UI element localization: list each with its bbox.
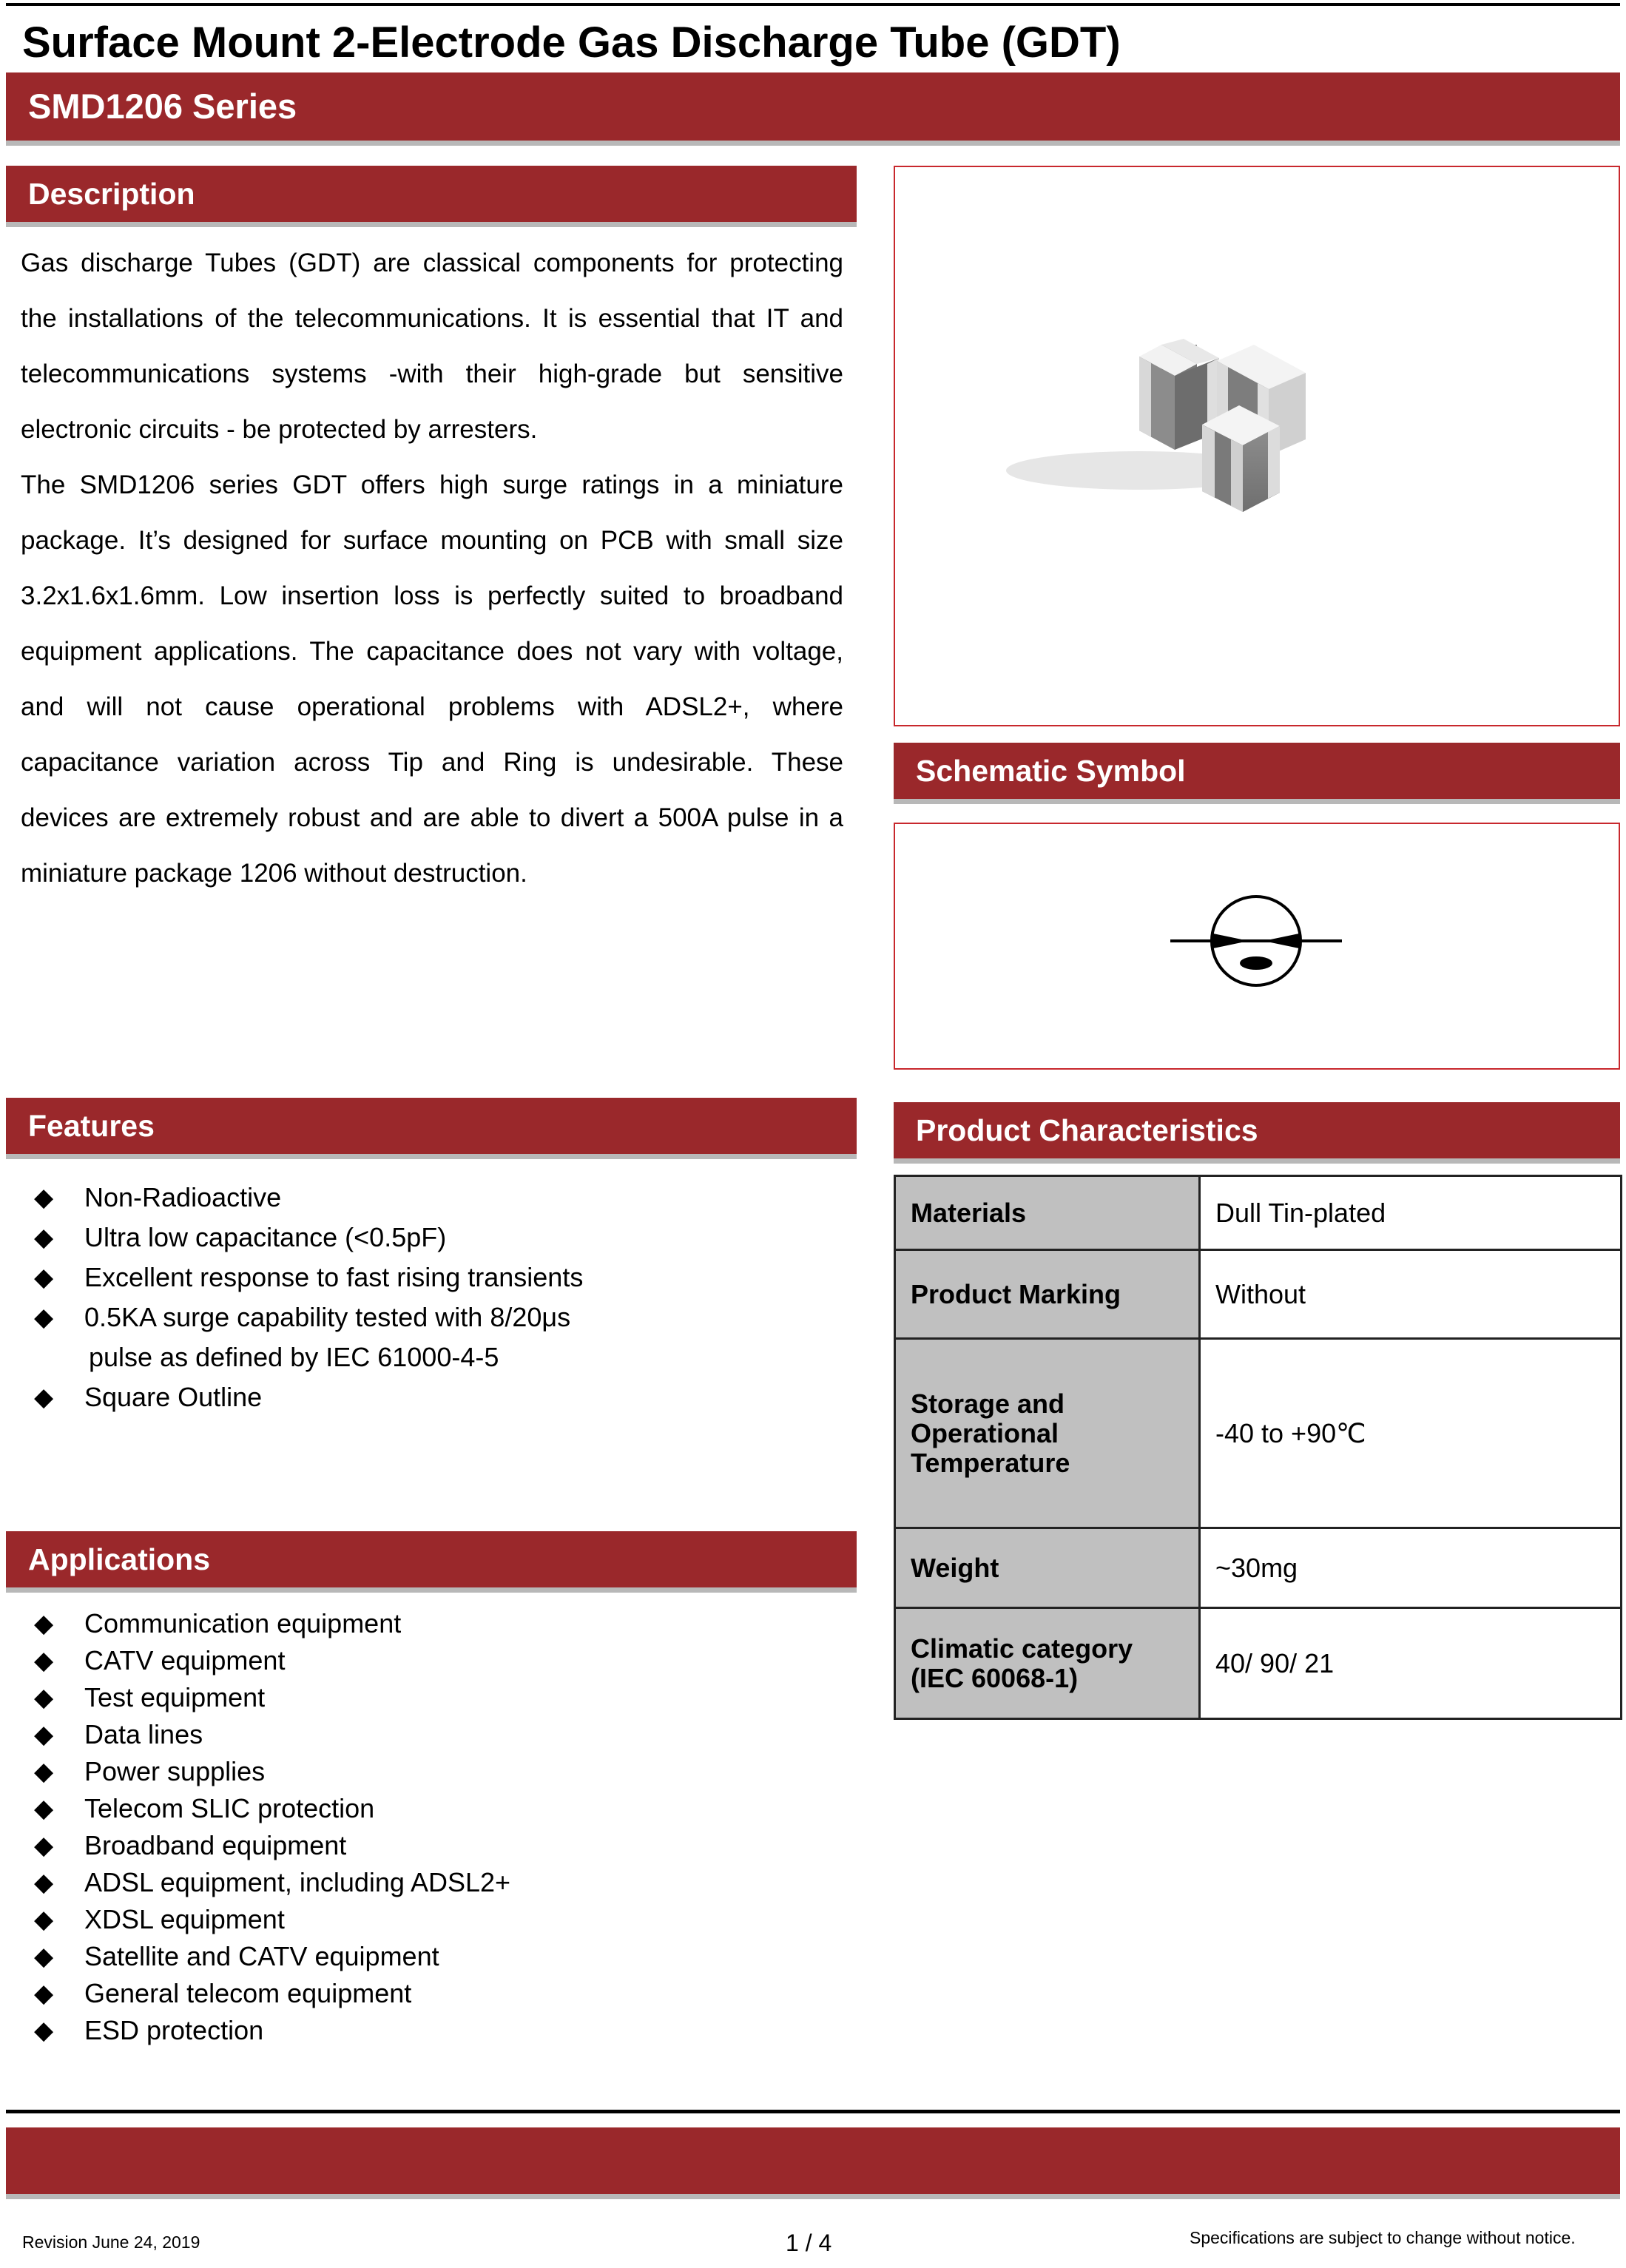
list-item-continuation: pulse as defined by IEC 61000-4-5 [89,1342,499,1372]
diamond-bullet-icon: ◆ [34,1795,54,1823]
table-cell-value: Without [1200,1250,1622,1339]
description-heading: Description [6,166,857,222]
series-banner: SMD1206 Series [6,72,1620,141]
gdt-schematic-symbol [895,824,1619,1068]
diamond-bullet-icon: ◆ [34,1832,54,1860]
diamond-bullet-icon: ◆ [34,1224,54,1252]
applications-list [19,1605,848,2049]
list-item: ◆ CATV equipment [19,1642,848,1679]
top-rule [6,3,1620,6]
features-heading: Features [6,1098,857,1154]
schematic-box [894,823,1620,1070]
table-cell-label: Climatic category (IEC 60068-1) [895,1608,1200,1719]
diamond-bullet-icon: ◆ [34,1383,54,1411]
diamond-bullet-icon: ◆ [34,1184,54,1212]
list-item: ◆ General telecom equipment [19,1975,848,2012]
table-cell-label: Materials [895,1176,1200,1250]
diamond-bullet-icon: ◆ [34,1647,54,1675]
list-item: ◆ 0.5KA surge capability tested with 8/20μs [19,1297,848,1337]
applications-heading: Applications [6,1531,857,1587]
table-row [895,1339,1622,1528]
table-cell-label: Product Marking [895,1250,1200,1339]
list-item: ◆ Communication equipment [19,1605,848,1642]
table-cell-value: Dull Tin-plated [1200,1176,1622,1250]
list-item: ◆ ADSL equipment, including ADSL2+ [19,1864,848,1901]
footer-rule [6,2110,1620,2113]
list-item: ◆ Power supplies [19,1753,848,1790]
table-cell-value: 40/ 90/ 21 [1200,1608,1622,1719]
table-row [895,1528,1622,1608]
list-item: ◆ Data lines [19,1716,848,1753]
diamond-bullet-icon: ◆ [34,1869,54,1897]
page-title: Surface Mount 2-Electrode Gas Discharge Tube (GDT) [22,18,1121,67]
diamond-bullet-icon: ◆ [34,1906,54,1934]
list-item: ◆ Broadband equipment [19,1827,848,1864]
list-item: ◆ XDSL equipment [19,1901,848,1938]
page-number: 1 / 4 [786,2230,832,2256]
characteristics-table [894,1175,1622,1720]
list-item: ◆ Satellite and CATV equipment [19,1938,848,1975]
diamond-bullet-icon: ◆ [34,1758,54,1786]
table-cell-label: Storage and Operational Temperature [895,1339,1200,1528]
table-cell-value: -40 to +90℃ [1200,1339,1622,1528]
list-item: ◆ Square Outline [19,1377,848,1417]
table-cell-label: Weight [895,1528,1200,1608]
table-row [895,1176,1622,1250]
diamond-bullet-icon: ◆ [34,1610,54,1638]
description-paragraph: The SMD1206 series GDT offers high surge ratings in a miniature package. It’s designed for surface mounting on PCB with small size 3.2x1.6x1.6mm. Low insertion loss is perfectly suited to broadband equipment applications. The capacitance does not vary with voltage, and will not cause operational problems with ADSL2+, where capacitance variation across Tip and Ring is undesirable. These devices are extremely robust and are able to divert a 500A pulse in a miniature package 1206 without destruction. [21,470,843,888]
list-item: ◆ Non-Radioactive [19,1178,848,1218]
schematic-heading: Schematic Symbol [894,743,1620,799]
table-cell-value: ~30mg [1200,1528,1622,1608]
chip-component [1202,405,1280,512]
list-item: ◆ ESD protection [19,2012,848,2049]
list-item: ◆ Telecom SLIC protection [19,1790,848,1827]
change-notice: Specifications are subject to change without notice. [1190,2228,1576,2247]
list-item: ◆ Test equipment [19,1679,848,1716]
diamond-bullet-icon: ◆ [34,1980,54,2008]
characteristics-heading: Product Characteristics [894,1102,1620,1158]
diamond-bullet-icon: ◆ [34,1684,54,1712]
list-item: ◆ Excellent response to fast rising transients [19,1258,848,1297]
product-image [895,167,1619,725]
table-row [895,1250,1622,1339]
footer-bar [6,2127,1620,2194]
description-paragraph: Gas discharge Tubes (GDT) are classical components for protecting the installations of the telecommunications. It is essential that IT and telecommunications systems -with their high-grade but sensitive electronic circuits - be protected by arresters. [21,249,843,444]
diamond-bullet-icon: ◆ [34,1303,54,1332]
table-row [895,1608,1622,1719]
list-item: ◆ Ultra low capacitance (<0.5pF) [19,1218,848,1258]
diamond-bullet-icon: ◆ [34,1943,54,1971]
description-text [21,235,843,901]
revision-date: Revision June 24, 2019 [22,2232,200,2252]
product-image-box [894,166,1620,726]
diamond-bullet-icon: ◆ [34,1721,54,1749]
diamond-bullet-icon: ◆ [34,1263,54,1292]
features-list [19,1178,848,1417]
diamond-bullet-icon: ◆ [34,2016,54,2045]
